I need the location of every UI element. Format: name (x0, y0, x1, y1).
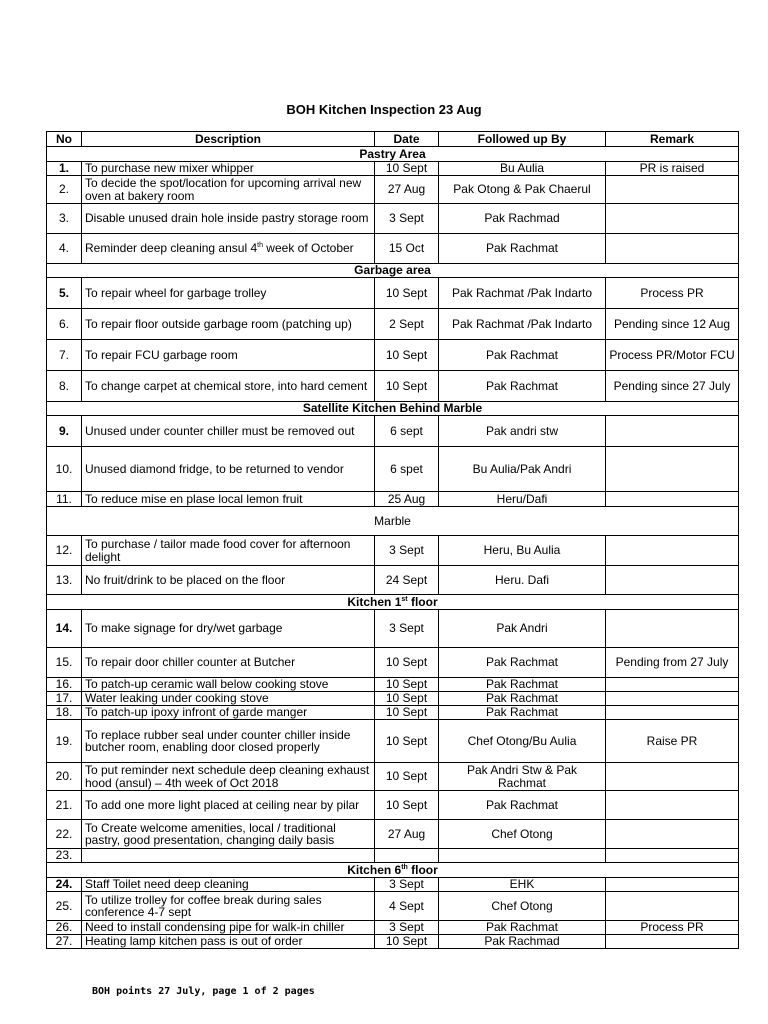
header-no: No (47, 132, 82, 147)
cell-date: 10 Sept (375, 720, 439, 763)
cell-description: To purchase / tailor made food cover for afternoon delight (82, 536, 375, 566)
table-row (47, 536, 739, 566)
cell-description: To put reminder next schedule deep cleaning exhaust hood (ansul) – 4th week of Oct 2018 (82, 763, 375, 791)
cell-no: 18. (47, 706, 82, 720)
cell-remark (606, 566, 739, 595)
cell-date: 3 Sept (375, 536, 439, 566)
cell-no: 12. (47, 536, 82, 566)
cell-description: To replace rubber seal under counter chiller inside butcher room, enabling door closed properly (82, 720, 375, 763)
cell-remark (606, 492, 739, 507)
cell-date: 10 Sept (375, 678, 439, 692)
cell-date: 10 Sept (375, 706, 439, 720)
cell-followed-up-by: Pak Rachmat (439, 340, 606, 371)
header-description: Description (82, 132, 375, 147)
section-title-superscript: st (401, 595, 408, 603)
section-title-suffix: floor (407, 862, 438, 877)
cell-no: 15. (47, 648, 82, 678)
cell-no: 5. (47, 278, 82, 309)
cell-followed-up-by: Heru/Dafi (439, 492, 606, 507)
cell-followed-up-by: Bu Aulia/Pak Andri (439, 447, 606, 492)
cell-no: 7. (47, 340, 82, 371)
cell-date: 10 Sept (375, 371, 439, 402)
section-header-row (47, 402, 739, 416)
cell-no: 24. (47, 878, 82, 892)
section-title (47, 595, 739, 610)
cell-date: 6 sept (375, 416, 439, 447)
cell-followed-up-by: Pak Rachmat (439, 791, 606, 820)
cell-description: To Create welcome amenities, local / traditional pastry, good presentation, changing daily basis (82, 820, 375, 849)
cell-description: To reduce mise en plase local lemon fruit (82, 492, 375, 507)
header-followed-up-by: Followed up By (439, 132, 606, 147)
cell-description: Water leaking under cooking stove (82, 692, 375, 706)
section-header-row (47, 507, 739, 536)
cell-followed-up-by: Pak Andri (439, 610, 606, 648)
table-row (47, 162, 739, 176)
section-header-row (47, 264, 739, 278)
cell-date: 4 Sept (375, 892, 439, 921)
section-title-text: Marble (374, 513, 411, 528)
cell-date: 10 Sept (375, 763, 439, 791)
cell-remark: Pending from 27 July (606, 648, 739, 678)
cell-date: 3 Sept (375, 204, 439, 234)
cell-no: 6. (47, 309, 82, 340)
cell-no: 3. (47, 204, 82, 234)
cell-remark (606, 678, 739, 692)
cell-no: 26. (47, 921, 82, 935)
cell-remark (606, 935, 739, 949)
cell-followed-up-by: Heru. Dafi (439, 566, 606, 595)
cell-followed-up-by: Pak Rachmad (439, 935, 606, 949)
cell-description: Unused under counter chiller must be removed out (82, 416, 375, 447)
cell-followed-up-by: Pak Rachmat (439, 692, 606, 706)
cell-remark (606, 176, 739, 204)
cell-description: To decide the spot/location for upcoming arrival new oven at bakery room (82, 176, 375, 204)
description-superscript: th (257, 242, 263, 250)
cell-remark (606, 447, 739, 492)
cell-no: 19. (47, 720, 82, 763)
cell-description: To add one more light placed at ceiling near by pilar (82, 791, 375, 820)
cell-remark (606, 706, 739, 720)
table-row (47, 820, 739, 849)
cell-remark (606, 610, 739, 648)
cell-remark (606, 234, 739, 264)
cell-followed-up-by: Pak Rachmat /Pak Indarto (439, 278, 606, 309)
cell-description: To utilize trolley for coffee break during sales conference 4-7 sept (82, 892, 375, 921)
table-row (47, 610, 739, 648)
table-row (47, 878, 739, 892)
cell-date: 10 Sept (375, 278, 439, 309)
section-header-row (47, 147, 739, 162)
cell-remark (606, 791, 739, 820)
cell-date: 3 Sept (375, 610, 439, 648)
cell-no: 25. (47, 892, 82, 921)
cell-no: 4. (47, 234, 82, 264)
cell-remark (606, 878, 739, 892)
cell-description (82, 234, 375, 264)
cell-followed-up-by: Pak Rachmat (439, 706, 606, 720)
table-row (47, 706, 739, 720)
cell-followed-up-by: Pak Rachmad (439, 204, 606, 234)
cell-description: No fruit/drink to be placed on the floor (82, 566, 375, 595)
cell-no: 17. (47, 692, 82, 706)
cell-followed-up-by: EHK (439, 878, 606, 892)
section-header-row (47, 863, 739, 878)
section-title-text: Pastry Area (359, 146, 426, 161)
table-row (47, 371, 739, 402)
table-row (47, 791, 739, 820)
cell-remark (606, 892, 739, 921)
cell-followed-up-by: Chef Otong (439, 820, 606, 849)
cell-no: 21. (47, 791, 82, 820)
cell-date (375, 849, 439, 863)
section-header-row (47, 595, 739, 610)
cell-no: 20. (47, 763, 82, 791)
cell-followed-up-by: Bu Aulia (439, 162, 606, 176)
description-suffix: week of October (262, 241, 354, 256)
cell-date: 6 spet (375, 447, 439, 492)
cell-followed-up-by: Pak Andri Stw & Pak Rachmat (439, 763, 606, 791)
cell-description: Heating lamp kitchen pass is out of order (82, 935, 375, 949)
cell-followed-up-by: Pak Rachmat /Pak Indarto (439, 309, 606, 340)
cell-date: 3 Sept (375, 878, 439, 892)
cell-description: Staff Toilet need deep cleaning (82, 878, 375, 892)
table-row (47, 340, 739, 371)
cell-description: To patch-up ceramic wall below cooking stove (82, 678, 375, 692)
cell-followed-up-by: Chef Otong/Bu Aulia (439, 720, 606, 763)
page-title: BOH Kitchen Inspection 23 Aug (286, 102, 482, 117)
cell-description: To change carpet at chemical store, into hard cement (82, 371, 375, 402)
cell-remark: Process PR (606, 921, 739, 935)
cell-no: 14. (47, 610, 82, 648)
page-footer: BOH points 27 July, page 1 of 2 pages (92, 986, 315, 997)
cell-no: 11. (47, 492, 82, 507)
cell-description: Need to install condensing pipe for walk-in chiller (82, 921, 375, 935)
cell-remark (606, 692, 739, 706)
cell-date: 27 Aug (375, 820, 439, 849)
cell-followed-up-by (439, 849, 606, 863)
cell-followed-up-by: Pak Otong & Pak Chaerul (439, 176, 606, 204)
section-title (47, 507, 739, 536)
section-title-suffix: floor (407, 594, 438, 609)
cell-description: To repair FCU garbage room (82, 340, 375, 371)
cell-remark: Pending since 12 Aug (606, 309, 739, 340)
table-row (47, 234, 739, 264)
cell-followed-up-by: Pak Rachmat (439, 921, 606, 935)
section-title (47, 264, 739, 278)
description-text: Reminder deep cleaning ansul 4 (85, 241, 258, 256)
cell-date: 10 Sept (375, 935, 439, 949)
header-remark: Remark (606, 132, 739, 147)
cell-followed-up-by: Chef Otong (439, 892, 606, 921)
cell-description: To repair floor outside garbage room (patching up) (82, 309, 375, 340)
inspection-table (46, 131, 739, 949)
cell-date: 24 Sept (375, 566, 439, 595)
section-title-superscript: th (401, 863, 408, 871)
section-title (47, 147, 739, 162)
cell-followed-up-by: Pak Rachmat (439, 234, 606, 264)
table-row (47, 921, 739, 935)
cell-followed-up-by: Heru, Bu Aulia (439, 536, 606, 566)
table-row (47, 692, 739, 706)
cell-followed-up-by: Pak Rachmat (439, 678, 606, 692)
cell-remark: Raise PR (606, 720, 739, 763)
table-row (47, 204, 739, 234)
table-row (47, 176, 739, 204)
cell-description: To purchase new mixer whipper (82, 162, 375, 176)
cell-no: 2. (47, 176, 82, 204)
section-title-text: Kitchen 6 (347, 862, 402, 877)
table-row (47, 278, 739, 309)
cell-remark: PR is raised (606, 162, 739, 176)
cell-date: 10 Sept (375, 340, 439, 371)
cell-date: 3 Sept (375, 921, 439, 935)
cell-date: 25 Aug (375, 492, 439, 507)
cell-description: To patch-up ipoxy infront of garde manger (82, 706, 375, 720)
cell-description: Disable unused drain hole inside pastry storage room (82, 204, 375, 234)
table-header-row (47, 132, 739, 147)
table-row (47, 648, 739, 678)
cell-no: 1. (47, 162, 82, 176)
cell-remark (606, 204, 739, 234)
cell-date: 15 Oct (375, 234, 439, 264)
table-row (47, 849, 739, 863)
cell-description: Unused diamond fridge, to be returned to vendor (82, 447, 375, 492)
cell-no: 23. (47, 849, 82, 863)
cell-no: 10. (47, 447, 82, 492)
section-title (47, 402, 739, 416)
table-row (47, 935, 739, 949)
section-title-text: Satellite Kitchen Behind Marble (302, 401, 483, 416)
cell-followed-up-by: Pak Rachmat (439, 371, 606, 402)
table-row (47, 763, 739, 791)
table-body (47, 147, 739, 949)
table-row (47, 892, 739, 921)
section-title (47, 863, 739, 878)
cell-no: 27. (47, 935, 82, 949)
table-row (47, 447, 739, 492)
cell-description: To repair door chiller counter at Butcher (82, 648, 375, 678)
section-title-text: Kitchen 1 (347, 594, 402, 609)
table-row (47, 678, 739, 692)
cell-no: 8. (47, 371, 82, 402)
cell-date: 2 Sept (375, 309, 439, 340)
cell-remark: Pending since 27 July (606, 371, 739, 402)
cell-remark (606, 536, 739, 566)
cell-date: 27 Aug (375, 176, 439, 204)
cell-no: 13. (47, 566, 82, 595)
table-row (47, 309, 739, 340)
cell-date: 10 Sept (375, 648, 439, 678)
cell-remark: Process PR (606, 278, 739, 309)
cell-date: 10 Sept (375, 791, 439, 820)
cell-remark (606, 820, 739, 849)
cell-description: To make signage for dry/wet garbage (82, 610, 375, 648)
cell-description: To repair wheel for garbage trolley (82, 278, 375, 309)
table-row (47, 492, 739, 507)
header-date: Date (375, 132, 439, 147)
cell-remark (606, 849, 739, 863)
cell-remark (606, 416, 739, 447)
cell-date: 10 Sept (375, 162, 439, 176)
cell-no: 16. (47, 678, 82, 692)
cell-description (82, 849, 375, 863)
section-title-text: Garbage area (354, 263, 431, 278)
table-row (47, 720, 739, 763)
table-row (47, 416, 739, 447)
cell-followed-up-by: Pak andri stw (439, 416, 606, 447)
cell-remark: Process PR/Motor FCU (606, 340, 739, 371)
table-row (47, 566, 739, 595)
cell-followed-up-by: Pak Rachmat (439, 648, 606, 678)
cell-no: 22. (47, 820, 82, 849)
cell-remark (606, 763, 739, 791)
cell-no: 9. (47, 416, 82, 447)
cell-date: 10 Sept (375, 692, 439, 706)
